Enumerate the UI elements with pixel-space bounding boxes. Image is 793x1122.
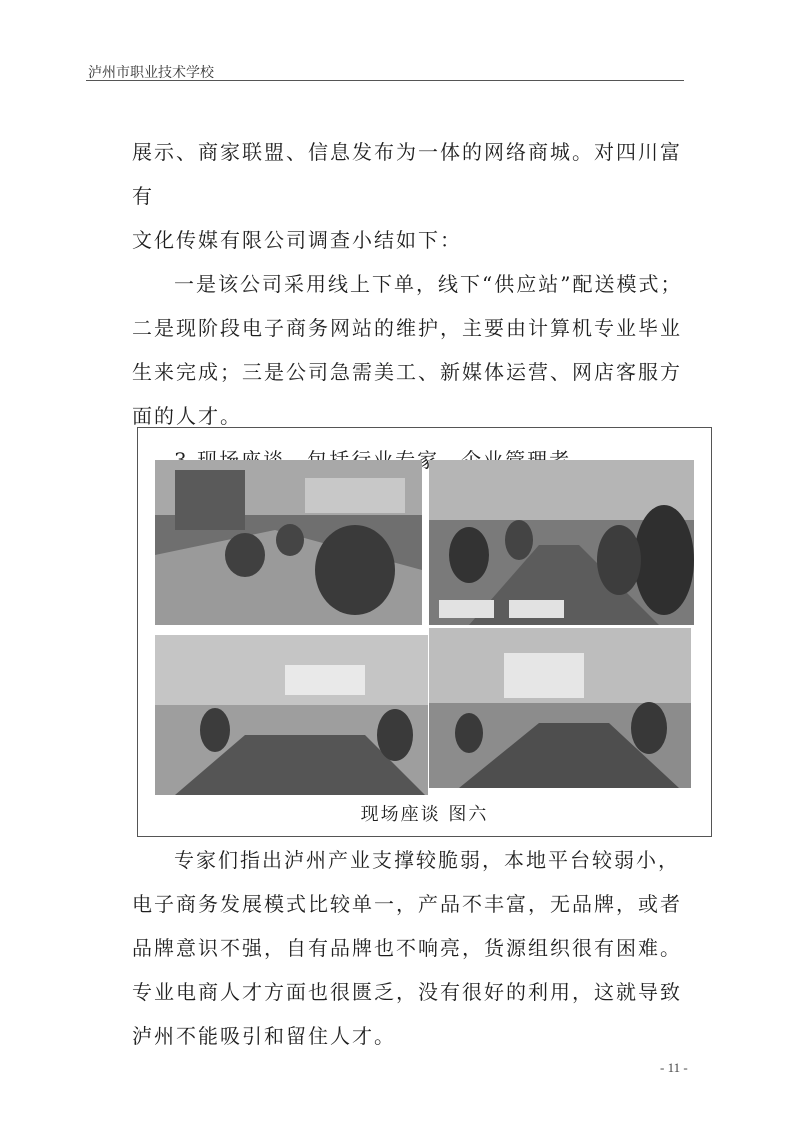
meeting-photo-1 [155,460,422,625]
paragraph-line: 展示、商家联盟、信息发布为一体的网络商城。对四川富有 [132,140,682,208]
expert-paragraph-block [132,838,692,1058]
meeting-photo-2 [429,460,694,625]
meeting-photo-4 [429,628,691,788]
paragraph-line: 文化传媒有限公司调查小结如下： [132,228,462,252]
page-number: - 11 - [660,1060,688,1075]
figure-caption: 现场座谈 图六 [360,804,489,825]
expert-paragraph: 专家们指出泸州产业支撑较脆弱，本地平台较弱小，电子商务发展模式比较单一，产品不丰富，无品牌，或者品牌意识不强，自有品牌也不响亮，货源组织很有困难。专业电商人才方面也很匮乏，没有很好的利用，这就导致泸州不能吸引和留住人才。 [132,848,682,1048]
header-divider [86,80,684,81]
meeting-photo-3 [155,635,428,795]
figure-six [137,427,712,837]
summary-paragraph: 一是该公司采用线上下单，线下“供应站”配送模式；二是现阶段电子商务网站的维护，主要由计算机专业毕业生来完成；三是公司急需美工、新媒体运营、网店客服方面的人才。 [132,272,683,428]
school-name: 泸州市职业技术学校 [88,65,214,81]
